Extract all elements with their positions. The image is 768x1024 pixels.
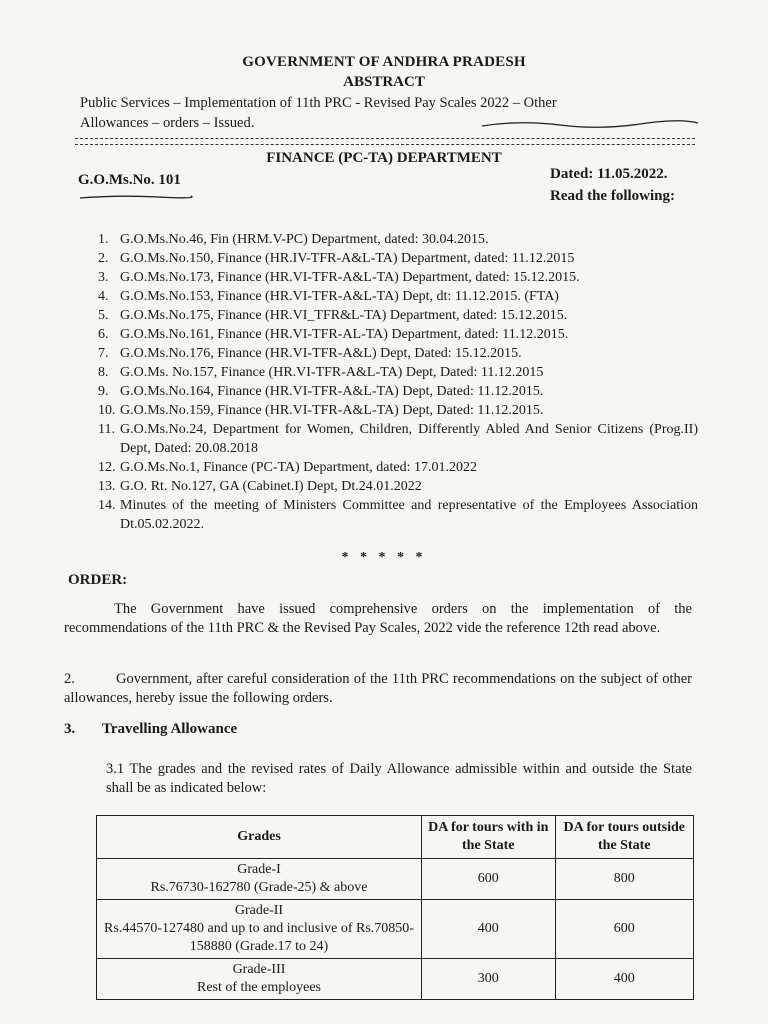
column-header-within-state: DA for tours with in the State	[422, 816, 556, 859]
grade-name: Grade-III	[232, 962, 286, 977]
list-item: 5. G.O.Ms.No.175, Finance (HR.VI_TFR&L-TA) Department, dated: 15.12.2015.	[98, 308, 568, 323]
list-item: 11. G.O.Ms.No.24, Department for Women, Children, Differently Abled And Senior Citizens (Prog.II) Dept, Dated: 20.08.2018	[98, 422, 698, 456]
list-item: 9. G.O.Ms.No.164, Finance (HR.VI-TFR-A&L-TA) Dept, Dated: 11.12.2015.	[98, 384, 544, 399]
outside-state-value: 800	[555, 859, 693, 900]
dated-text: Dated: 11.05.2022.	[550, 166, 668, 182]
section-separator: * * * * *	[341, 550, 427, 565]
list-item: 1. G.O.Ms.No.46, Fin (HRM.V-PC) Department, dated: 30.04.2015.	[98, 232, 489, 247]
grade-cell	[97, 859, 422, 900]
grade-detail: Rest of the employees	[196, 980, 322, 995]
paragraph-3-1: 3.1 The grades and the revised rates of Daily Allowance admissible within and outside the State shall be as indicated below:	[106, 761, 692, 796]
table-row	[97, 959, 694, 1000]
abstract-heading: ABSTRACT	[343, 74, 425, 90]
list-item: 12. G.O.Ms.No.1, Finance (PC-TA) Department, dated: 17.01.2022	[98, 460, 477, 475]
within-state-value: 600	[422, 859, 556, 900]
grade-detail: Rs.44570-127480 and up to and inclusive of Rs.70850-158880 (Grade.17 to 24)	[104, 921, 414, 954]
table-row	[97, 900, 694, 959]
list-item: 6. G.O.Ms.No.161, Finance (HR.VI-TFR-AL-TA) Department, dated: 11.12.2015.	[98, 327, 569, 342]
order-heading: ORDER:	[68, 572, 128, 588]
paragraph-text: Government, after careful consideration of the 11th PRC recommendations on the subject of other allowances, hereby issue the following orders.	[64, 671, 692, 706]
department-heading: FINANCE (PC-TA) DEPARTMENT	[266, 150, 502, 166]
list-item: 4. G.O.Ms.No.153, Finance (HR.VI-TFR-A&L-TA) Dept, dt: 11.12.2015. (FTA)	[98, 289, 559, 304]
subject-line-2: Allowances – orders – Issued.	[80, 115, 255, 131]
handwritten-underline	[480, 118, 700, 132]
list-item: 14. Minutes of the meeting of Ministers Committee and representative of the Employees Association Dt.05.02.2022.	[98, 498, 698, 532]
column-header-outside-state: DA for tours outside the State	[555, 816, 693, 859]
grade-cell	[97, 959, 422, 1000]
list-item: 10. G.O.Ms.No.159, Finance (HR.VI-TFR-A&L-TA) Dept, Dated: 11.12.2015.	[98, 403, 544, 418]
list-item: 13. G.O. Rt. No.127, GA (Cabinet.I) Dept, Dt.24.01.2022	[98, 479, 422, 494]
order-paragraph-1: The Government have issued comprehensive orders on the implementation of the recommendations of the 11th PRC & the Revised Pay Scales, 2022 vide the reference 12th read above.	[64, 601, 692, 636]
table-header-row	[97, 816, 694, 859]
table-row	[97, 859, 694, 900]
divider-line	[75, 144, 695, 145]
grade-detail: Rs.76730-162780 (Grade-25) & above	[150, 880, 368, 895]
within-state-value: 300	[422, 959, 556, 1000]
read-following: Read the following:	[550, 188, 675, 204]
government-title: GOVERNMENT OF ANDHRA PRADESH	[242, 54, 526, 70]
list-item: 3. G.O.Ms.No.173, Finance (HR.VI-TFR-A&L-TA) Department, dated: 15.12.2015.	[98, 270, 580, 285]
grade-cell	[97, 900, 422, 959]
section-heading	[64, 721, 237, 738]
go-number: G.O.Ms.No. 101	[78, 172, 181, 188]
section-number: 3.	[64, 721, 76, 737]
order-paragraph-2	[64, 670, 692, 708]
divider-line	[75, 138, 695, 139]
handwritten-underline	[78, 192, 193, 202]
list-item: 8. G.O.Ms. No.157, Finance (HR.VI-TFR-A&L-TA) Dept, Dated: 11.12.2015	[98, 365, 544, 380]
list-item: 2. G.O.Ms.No.150, Finance (HR.IV-TFR-A&L-TA) Department, dated: 11.12.2015	[98, 251, 575, 266]
grade-name: Grade-I	[237, 862, 281, 877]
paragraph-number: 2.	[64, 671, 75, 687]
subject-line-1: Public Services – Implementation of 11th PRC - Revised Pay Scales 2022 – Other	[80, 95, 557, 111]
reference-list	[98, 230, 698, 534]
within-state-value: 400	[422, 900, 556, 959]
outside-state-value: 400	[555, 959, 693, 1000]
outside-state-value: 600	[555, 900, 693, 959]
grade-name: Grade-II	[234, 903, 284, 918]
daily-allowance-table	[96, 815, 694, 1000]
section-title: Travelling Allowance	[102, 721, 238, 737]
list-item: 7. G.O.Ms.No.176, Finance (HR.VI-TFR-A&L) Dept, Dated: 15.12.2015.	[98, 346, 522, 361]
column-header-grades: Grades	[97, 816, 422, 859]
